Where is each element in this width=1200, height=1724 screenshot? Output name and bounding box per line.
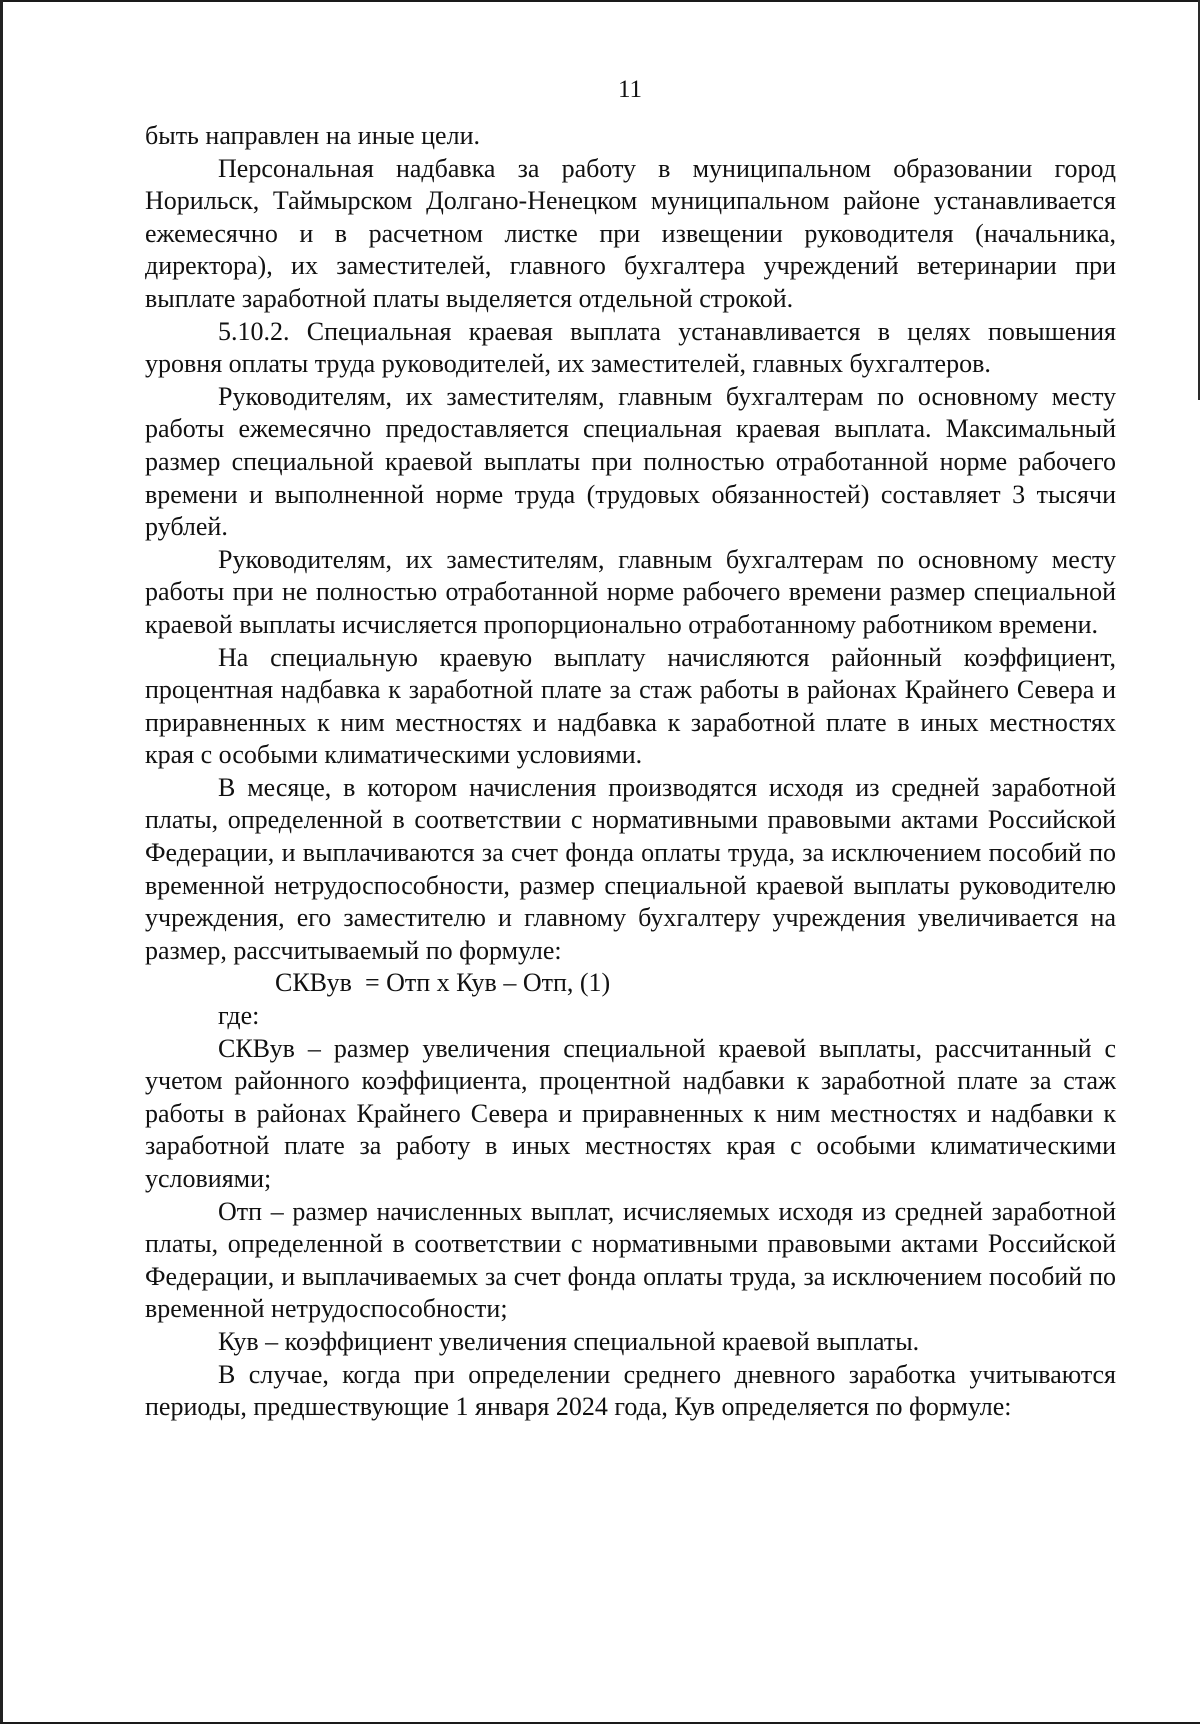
- page-number: 11: [617, 76, 643, 103]
- paragraph-average-salary: В месяце, в котором начисления производятся исходя из средней заработной платы, определенной в соответствии с нормативными правовыми актами Российской Федерации, и выплачиваются за счет фонда оплаты труда, за исключением пособий по временной нетрудоспособности, размер специальной краевой выплаты руководителю учреждения, его заместителю и главному бухгалтеру учреждения увеличивается на размер, рассчитываемый по формуле:: [145, 772, 1116, 965]
- paragraph-coefficients: На специальную краевую выплату начисляются районный коэффициент, процентная надбавка к заработной плате за стаж работы в районах Крайнего Севера и приравненных к ним местностях и надбавка к заработной плате в иных местностях края с особыми климатическими условиями.: [145, 642, 1116, 770]
- paragraph-personal-allowance: Персональная надбавка за работу в муниципальном образовании город Норильск, Таймырском Долгано-Ненецком муниципальном районе устанавливается ежемесячно и в расчетном листке при извещении руководителя (начальника, директора), их заместителей, главного бухгалтера учреждений ветеринарии при выплате заработной платы выделяется отдельной строкой.: [145, 153, 1116, 313]
- paragraph-before-2024: В случае, когда при определении среднего дневного заработка учитываются периоды, предшествующие 1 января 2024 года, Кув определяется по формуле:: [145, 1359, 1116, 1422]
- scan-edge-left: [0, 0, 3, 1724]
- paragraph-proportional: Руководителям, их заместителям, главным бухгалтерам по основному месту работы при не полностью отработанной норме рабочего времени размер специальной краевой выплаты исчисляется пропорционально отработанному работником времени.: [145, 544, 1116, 639]
- document-body: [145, 120, 1116, 1424]
- paragraph-max-payment: Руководителям, их заместителям, главным бухгалтерам по основному месту работы ежемесячно предоставляется специальная краевая выплата. Максимальный размер специальной краевой выплаты при полностью отработанной норме рабочего времени и выполненной норме труда (трудовых обязанностей) составляет 3 тысячи рублей.: [145, 381, 1116, 542]
- definition-skvuv: СКВув – размер увеличения специальной краевой выплаты, рассчитанный с учетом районного коэффициента, процентной надбавки к заработной плате за стаж работы в районах Крайнего Севера и приравненных к ним местностях и надбавки к заработной плате за работу в иных местностях края с особыми климатическими условиями;: [145, 1033, 1116, 1193]
- definition-kuv: Кув – коэффициент увеличения специальной краевой выплаты.: [218, 1326, 920, 1356]
- formula-1: СКВув = Отп x Кув – Отп, (1): [275, 968, 611, 998]
- where-label: где:: [218, 1001, 260, 1031]
- paragraph-section-5-10-2: 5.10.2. Специальная краевая выплата устанавливается в целях повышения уровня оплаты труда руководителей, их заместителей, главных бухгалтеров.: [145, 316, 1116, 379]
- paragraph-continuation: быть направлен на иные цели.: [145, 121, 480, 150]
- scan-edge-top: [0, 0, 1200, 2]
- definition-otp: Отп – размер начисленных выплат, исчисляемых исходя из средней заработной платы, определенной в соответствии с нормативными правовыми актами Российской Федерации, и выплачиваемых за счет фонда оплаты труда, за исключением пособий по временной нетрудоспособности;: [145, 1196, 1116, 1324]
